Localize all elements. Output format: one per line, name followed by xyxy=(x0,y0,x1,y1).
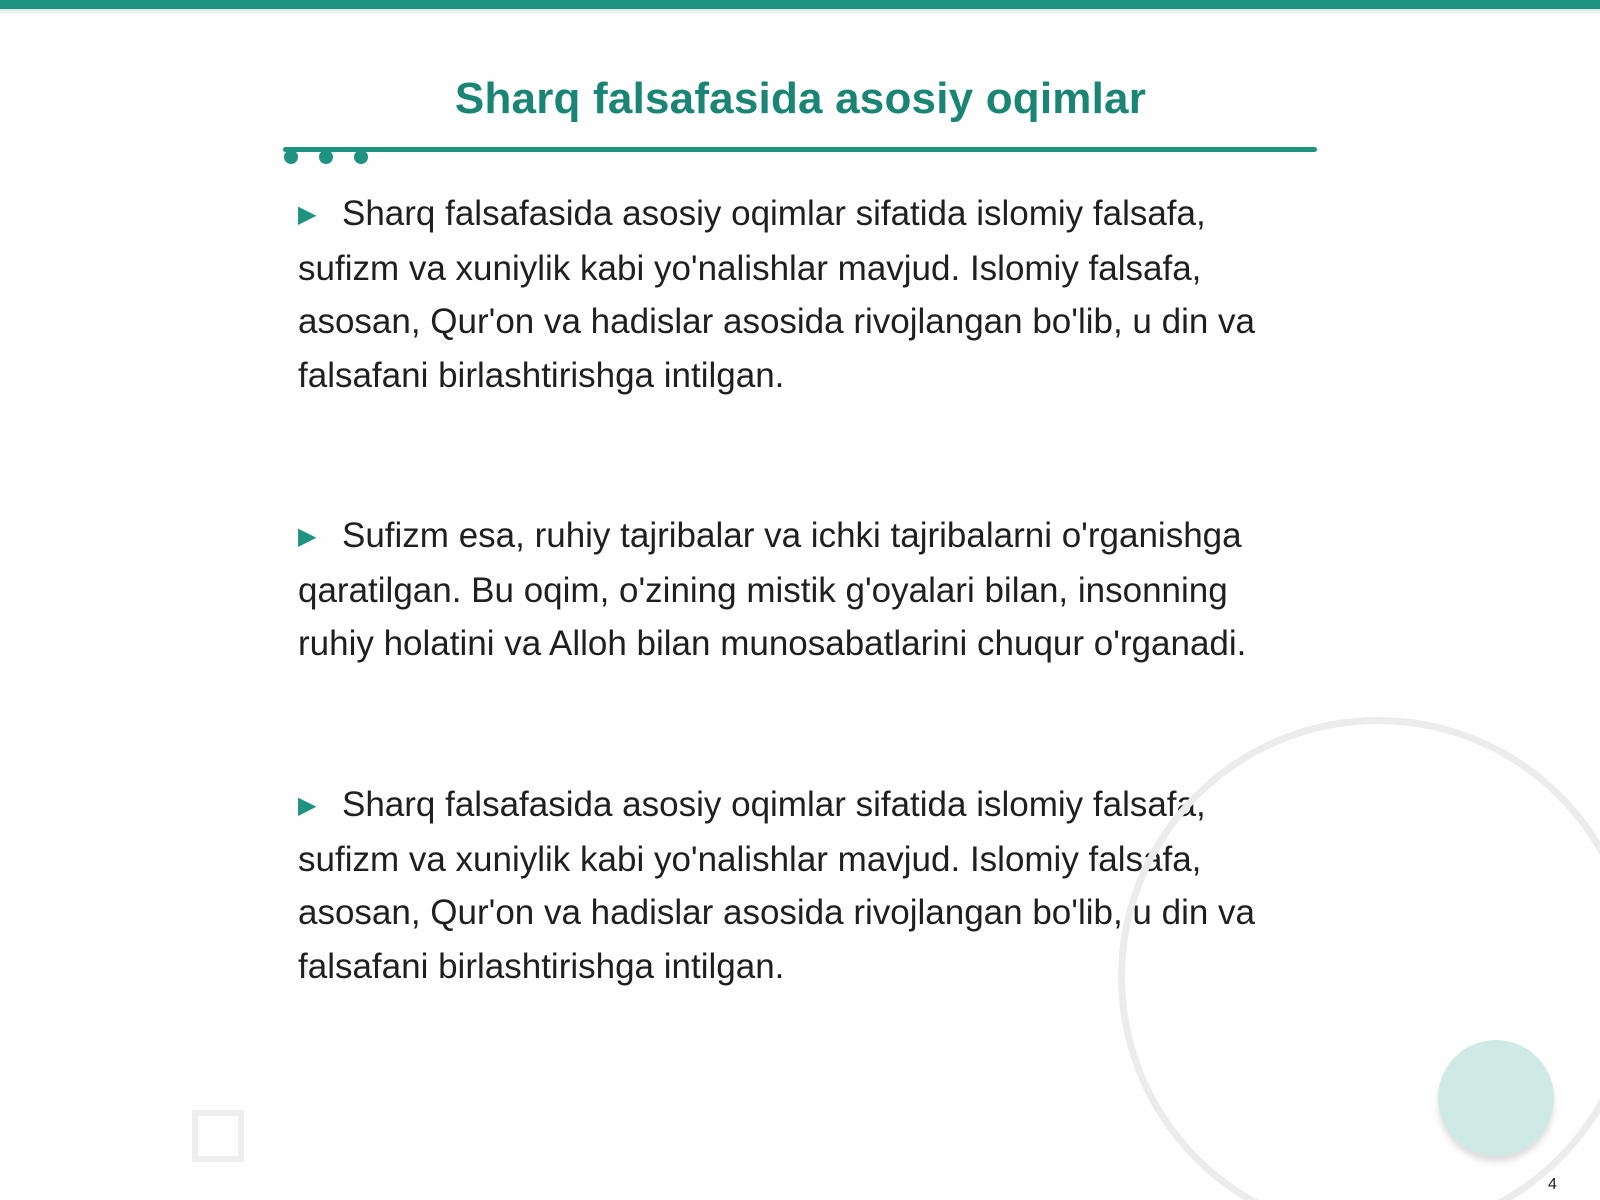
underline-dot-3 xyxy=(354,150,368,164)
bullet-text-1: Sharq falsafasida asosiy oqimlar sifatida islomiy falsafa, sufizm va xuniylik kabi yo'nalishlar mavjud. Islomiy falsafa, asosan, Qur'on va hadislar asosida rivojlangan bo'lib, u din va falsafani birlashtirishga intilgan. xyxy=(298,194,1255,395)
triangle-bullet-icon: ▶ xyxy=(298,201,317,228)
page-number: 4 xyxy=(1548,1176,1557,1193)
underline-dot-2 xyxy=(319,150,333,164)
bullet-paragraph-2 xyxy=(298,509,1258,671)
bullet-paragraph-3 xyxy=(298,778,1258,993)
decorative-square xyxy=(192,1110,244,1162)
slide-title: Sharq falsafasida asosiy oqimlar xyxy=(454,74,1147,123)
bullet-text-3: Sharq falsafasida asosiy oqimlar sifatida islomiy falsafa, sufizm va xuniylik kabi yo'nalishlar mavjud. Islomiy falsafa, asosan, Qur'on va hadislar asosida rivojlangan bo'lib, u din va falsafani birlashtirishga intilgan. xyxy=(298,785,1255,986)
triangle-bullet-icon: ▶ xyxy=(298,523,317,550)
top-bar-shadow xyxy=(0,9,1600,15)
bullet-text-2: Sufizm esa, ruhiy tajribalar va ichki tajribalarni o'rganishga qaratilgan. Bu oqim, o'zining mistik g'oyalari bilan, insonning ruhiy holatini va Alloh bilan munosabatlarini chuqur o'rganadi. xyxy=(298,516,1247,663)
triangle-bullet-icon: ▶ xyxy=(298,792,317,819)
bullet-paragraph-1 xyxy=(298,187,1258,402)
underline-dot-1 xyxy=(284,150,298,164)
decorative-circle xyxy=(1438,1040,1554,1156)
title-underline xyxy=(283,147,1317,152)
top-accent-bar xyxy=(0,0,1600,9)
